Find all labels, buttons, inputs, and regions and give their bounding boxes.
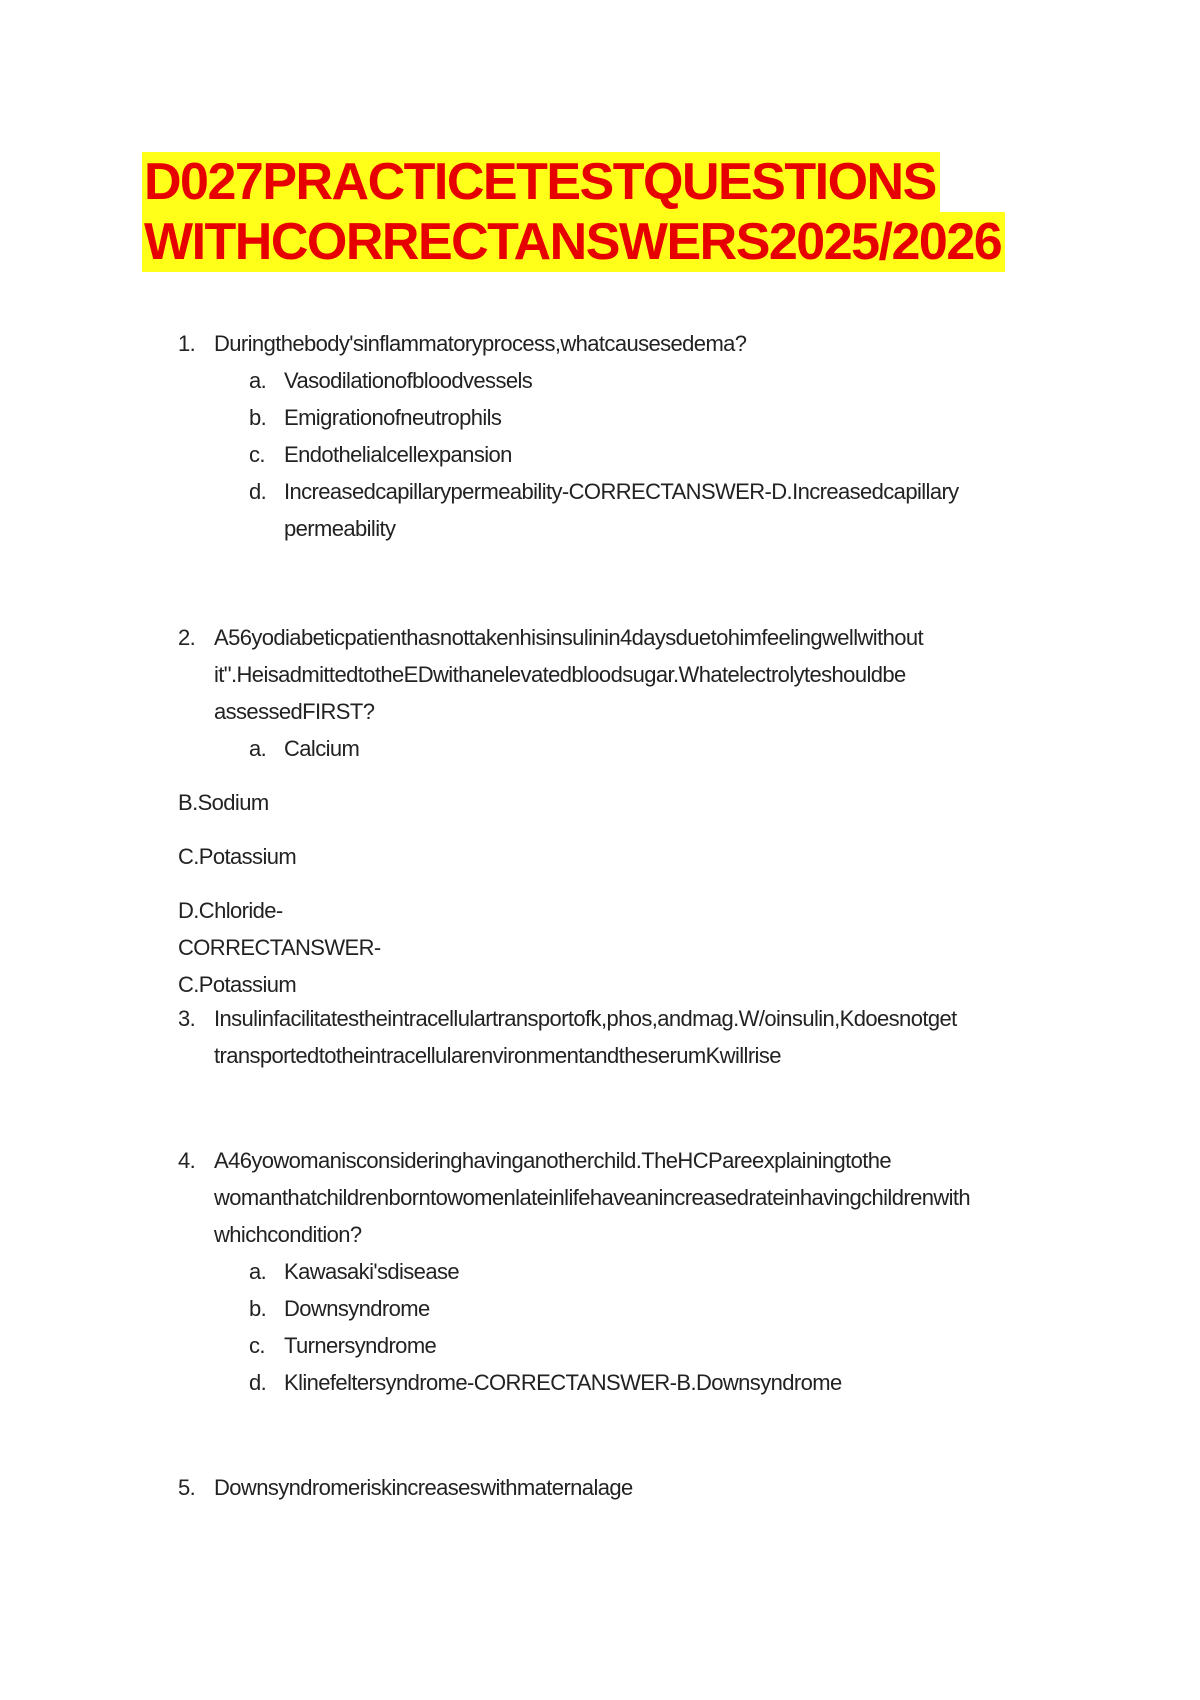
question-text-line: A56yodiabeticpatienthasnottakenhisinsulinin4daysduetohimfeelingwellwithout xyxy=(214,625,923,650)
question-number: 2. xyxy=(178,625,196,650)
option-text: B.Sodium xyxy=(178,790,269,815)
question-text-line: assessedFIRST? xyxy=(214,699,375,724)
question-text-line: it".HeisadmittedtotheEDwithanelevatedbloodsugar.Whatelectrolyteshouldbe xyxy=(214,662,906,687)
document-title xyxy=(142,152,1005,272)
option-text-line: permeability xyxy=(284,516,396,541)
question-text-line: Duringthebody'sinflammatoryprocess,whatcausesedema? xyxy=(214,331,747,356)
title-line-1: D027PRACTICETESTQUESTIONS xyxy=(142,152,940,212)
option-text xyxy=(284,399,1004,436)
option-text xyxy=(284,436,1004,473)
question-text xyxy=(214,1142,1054,1253)
question-number: 1. xyxy=(178,331,196,356)
option-letter: a. xyxy=(249,1259,267,1284)
option-text: D.Chloride-CORRECTANSWER-C.Potassium xyxy=(178,898,381,997)
option-text: Kawasaki'sdisease xyxy=(284,1259,459,1284)
question-number: 4. xyxy=(178,1148,196,1173)
title-line-2: WITHCORRECTANSWERS2025/2026 xyxy=(142,212,1005,272)
option-text xyxy=(284,473,1004,547)
option-text: Calcium xyxy=(284,736,360,761)
option-letter: c. xyxy=(249,1333,265,1358)
question-text-line: transportedtotheintracellularenvironmentandtheserumKwillrise xyxy=(214,1043,781,1068)
option-text-line: Vasodilationofbloodvessels xyxy=(284,368,533,393)
option-text xyxy=(284,362,1004,399)
question-text-line: A46yowomanisconsideringhavinganotherchild.TheHCPareexplainingtothe xyxy=(214,1148,892,1173)
question-text-line: whichcondition? xyxy=(214,1222,362,1247)
option-letter: a. xyxy=(249,368,267,393)
question-text xyxy=(214,1469,1054,1506)
question-text xyxy=(214,1000,1054,1074)
option-letter: b. xyxy=(249,405,267,430)
option-letter: d. xyxy=(249,479,267,504)
option-text-line: Increasedcapillarypermeability-CORRECTANSWER-D.Increasedcapillary xyxy=(284,479,959,504)
option-text: Turnersyndrome xyxy=(284,1333,437,1358)
option-letter: a. xyxy=(249,736,267,761)
option-letter: c. xyxy=(249,442,265,467)
question-text-line: Insulinfacilitatestheintracellulartransportofk,phos,andmag.W/oinsulin,Kdoesnotget xyxy=(214,1006,957,1031)
question-text-line: womanthatchildrenborntowomenlateinlifehaveanincreasedrateinhavingchildrenwith xyxy=(214,1185,971,1210)
question-text-line: Downsyndromeriskincreaseswithmaternalage xyxy=(214,1475,633,1500)
question-number: 5. xyxy=(178,1475,196,1500)
option-text-line: Emigrationofneutrophils xyxy=(284,405,502,430)
option-text: C.Potassium xyxy=(178,844,297,869)
option-letter: d. xyxy=(249,1370,267,1395)
option-text-line: Endothelialcellexpansion xyxy=(284,442,512,467)
option-text: Downsyndrome xyxy=(284,1296,430,1321)
question-text xyxy=(214,619,1054,730)
option-letter: b. xyxy=(249,1296,267,1321)
question-text xyxy=(214,325,1054,362)
question-number: 3. xyxy=(178,1006,196,1031)
option-text: Klinefeltersyndrome-CORRECTANSWER-B.Downsyndrome xyxy=(284,1370,842,1395)
